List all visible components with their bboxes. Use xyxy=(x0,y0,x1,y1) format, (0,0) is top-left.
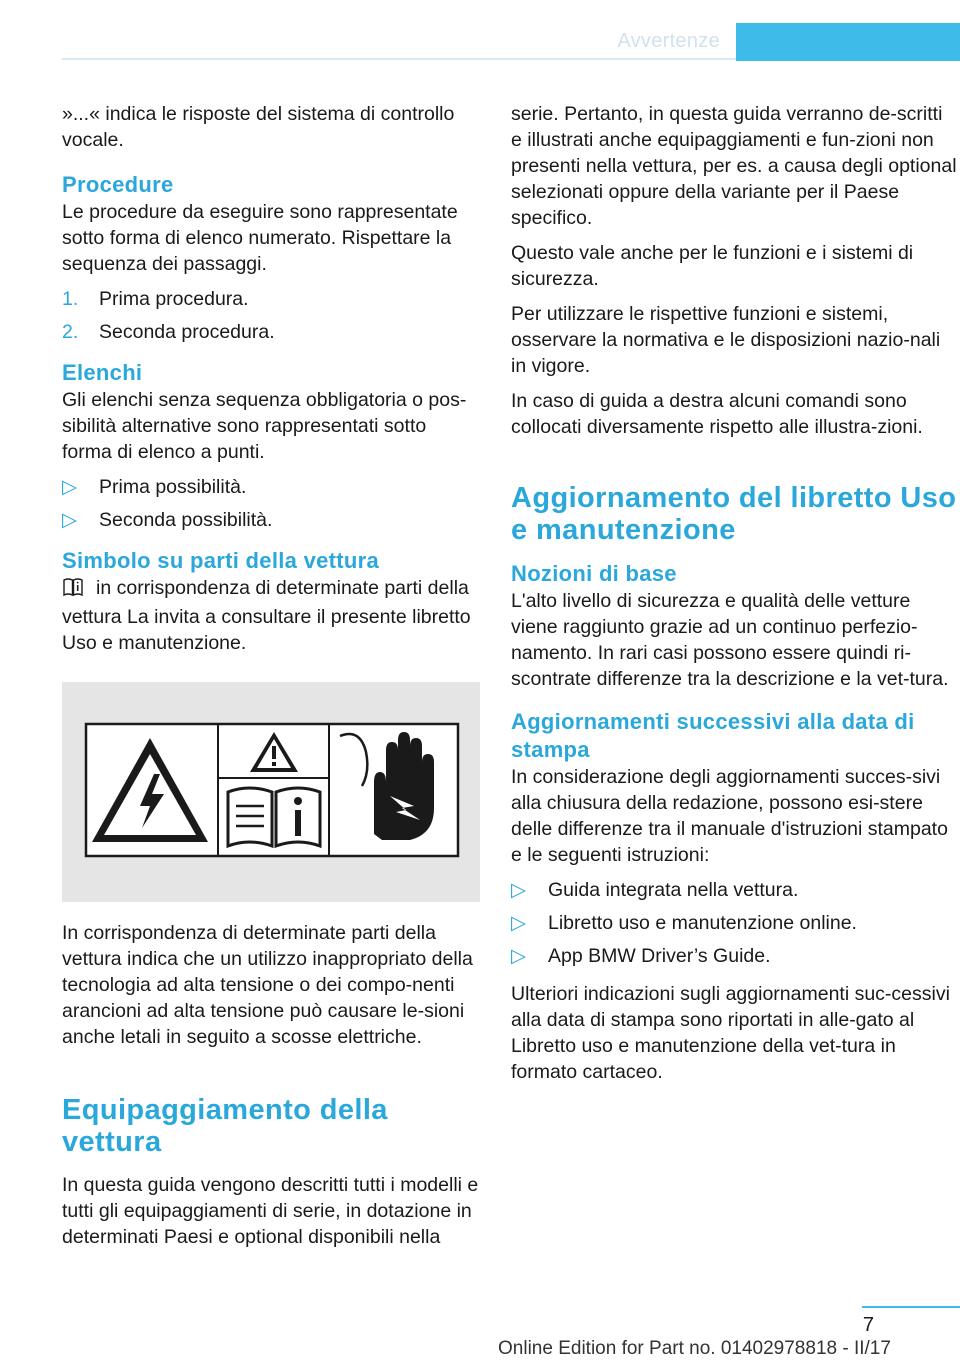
procedure-heading: Procedure xyxy=(62,172,174,197)
procedure-text: Le procedure da eseguire sono rappresentate sotto forma di elenco numerato. Rispettare la sequenza dei passaggi. xyxy=(62,201,458,275)
list-item: ▷ Seconda possibilità. xyxy=(62,509,273,531)
elenchi-heading: Elenchi xyxy=(62,360,143,385)
triangle-bullet-icon: ▷ xyxy=(511,879,526,901)
intro-paragraph: »...« indica le risposte del sistema di controllo vocale. xyxy=(62,103,455,151)
page-number: 7 xyxy=(862,1314,874,1336)
elenchi-list xyxy=(62,474,480,533)
equip-text: In questa guida vengono descritti tutti i modelli e tutti gli equipaggiamenti di serie, in dotazione in determinati Paesi e optional disponibili nella xyxy=(62,1174,479,1248)
nozioni-heading: Nozioni di base xyxy=(511,561,677,586)
simbolo-text: in corrispondenza di determinate parti della vettura La invita a consultare il presente libretto Uso e manutenzione. xyxy=(62,577,471,654)
elenchi-text: Gli elenchi senza sequenza obbligatoria o pos‐sibilità alternative sono rappresentati sotto forma di elenco a punti. xyxy=(62,389,467,463)
final-text: Ulteriori indicazioni sugli aggiornamenti suc‐cessivi alla data di stampa sono riportati in alle‐gato al Libretto uso e manutenzione della vet‐tura in formato cartaceo. xyxy=(511,983,950,1083)
triangle-bullet-icon: ▷ xyxy=(511,945,526,967)
header-tab xyxy=(736,23,960,61)
list-item: ▷ Guida integrata nella vettura. xyxy=(511,879,799,901)
list-number: 2. xyxy=(62,321,79,343)
nozioni-text: L'alto livello di sicurezza e qualità delle vetture viene raggiunto grazie ad un continuo perfezio‐namento. In rari casi possono essere quindi ri‐scontrate differenze tra la descrizione e la vet‐tura. xyxy=(511,590,949,690)
left-column xyxy=(62,101,480,1259)
high-voltage-label-icon xyxy=(84,722,460,858)
successivi-list xyxy=(511,877,957,969)
right-paragraph-2: Questo vale anche per le funzioni e i sistemi di sicurezza. xyxy=(511,242,914,290)
edition-footer: Online Edition for Part no. 01402978818 - II/17 xyxy=(498,1338,891,1359)
manual-book-icon xyxy=(62,577,84,604)
header-rule xyxy=(62,58,736,60)
successivi-text: In considerazione degli aggiornamenti succes‐sivi alla chiusura della redazione, possono esi‐stere delle differenze tra il manuale d'istruzioni stampato e le seguenti istruzioni: xyxy=(511,766,948,866)
right-paragraph-3: Per utilizzare le rispettive funzioni e sistemi, osservare la normativa e le disposizioni nazio‐nali in vigore. xyxy=(511,303,941,377)
triangle-bullet-icon: ▷ xyxy=(511,912,526,934)
high-voltage-warning-figure xyxy=(62,682,480,902)
list-item: ▷ Libretto uso e manutenzione online. xyxy=(511,912,857,934)
equip-heading: Equipaggiamento della vettura xyxy=(62,1094,388,1158)
section-title: Avvertenze xyxy=(617,30,720,52)
aggiornamento-heading: Aggiornamento del libretto Uso e manutenzione xyxy=(511,482,957,546)
list-number: 1. xyxy=(62,288,79,310)
right-paragraph-1: serie. Pertanto, in questa guida verranno de‐scritti e illustrati anche equipaggiamenti e fun‐zioni non presenti nella vettura, per es. a causa degli optional selezionati oppure della variante per il Paese specifico. xyxy=(511,103,957,229)
simbolo-figure-text: In corrispondenza di determinate parti della vettura indica che un utilizzo inappropriato della tecnologia ad alta tensione o dei compo‐nenti arancioni ad alta tensione può causare le‐sioni anche letali in seguito a scosse elettriche. xyxy=(62,922,473,1048)
list-item: 1. Prima procedura. xyxy=(62,288,249,310)
triangle-bullet-icon: ▷ xyxy=(62,509,77,531)
list-item: ▷ App BMW Driver’s Guide. xyxy=(511,945,771,967)
successivi-heading: Aggiornamenti successivi alla data di stampa xyxy=(511,709,915,762)
list-item: 2. Seconda procedura. xyxy=(62,321,275,343)
procedure-list xyxy=(62,286,480,345)
right-column xyxy=(511,101,957,1094)
list-item: ▷ Prima possibilità. xyxy=(62,476,247,498)
footer-rule xyxy=(862,1306,960,1308)
simbolo-heading: Simbolo su parti della vettura xyxy=(62,548,380,573)
right-paragraph-4: In caso di guida a destra alcuni comandi sono collocati diversamente rispetto alle illustra‐zioni. xyxy=(511,390,923,438)
triangle-bullet-icon: ▷ xyxy=(62,476,77,498)
